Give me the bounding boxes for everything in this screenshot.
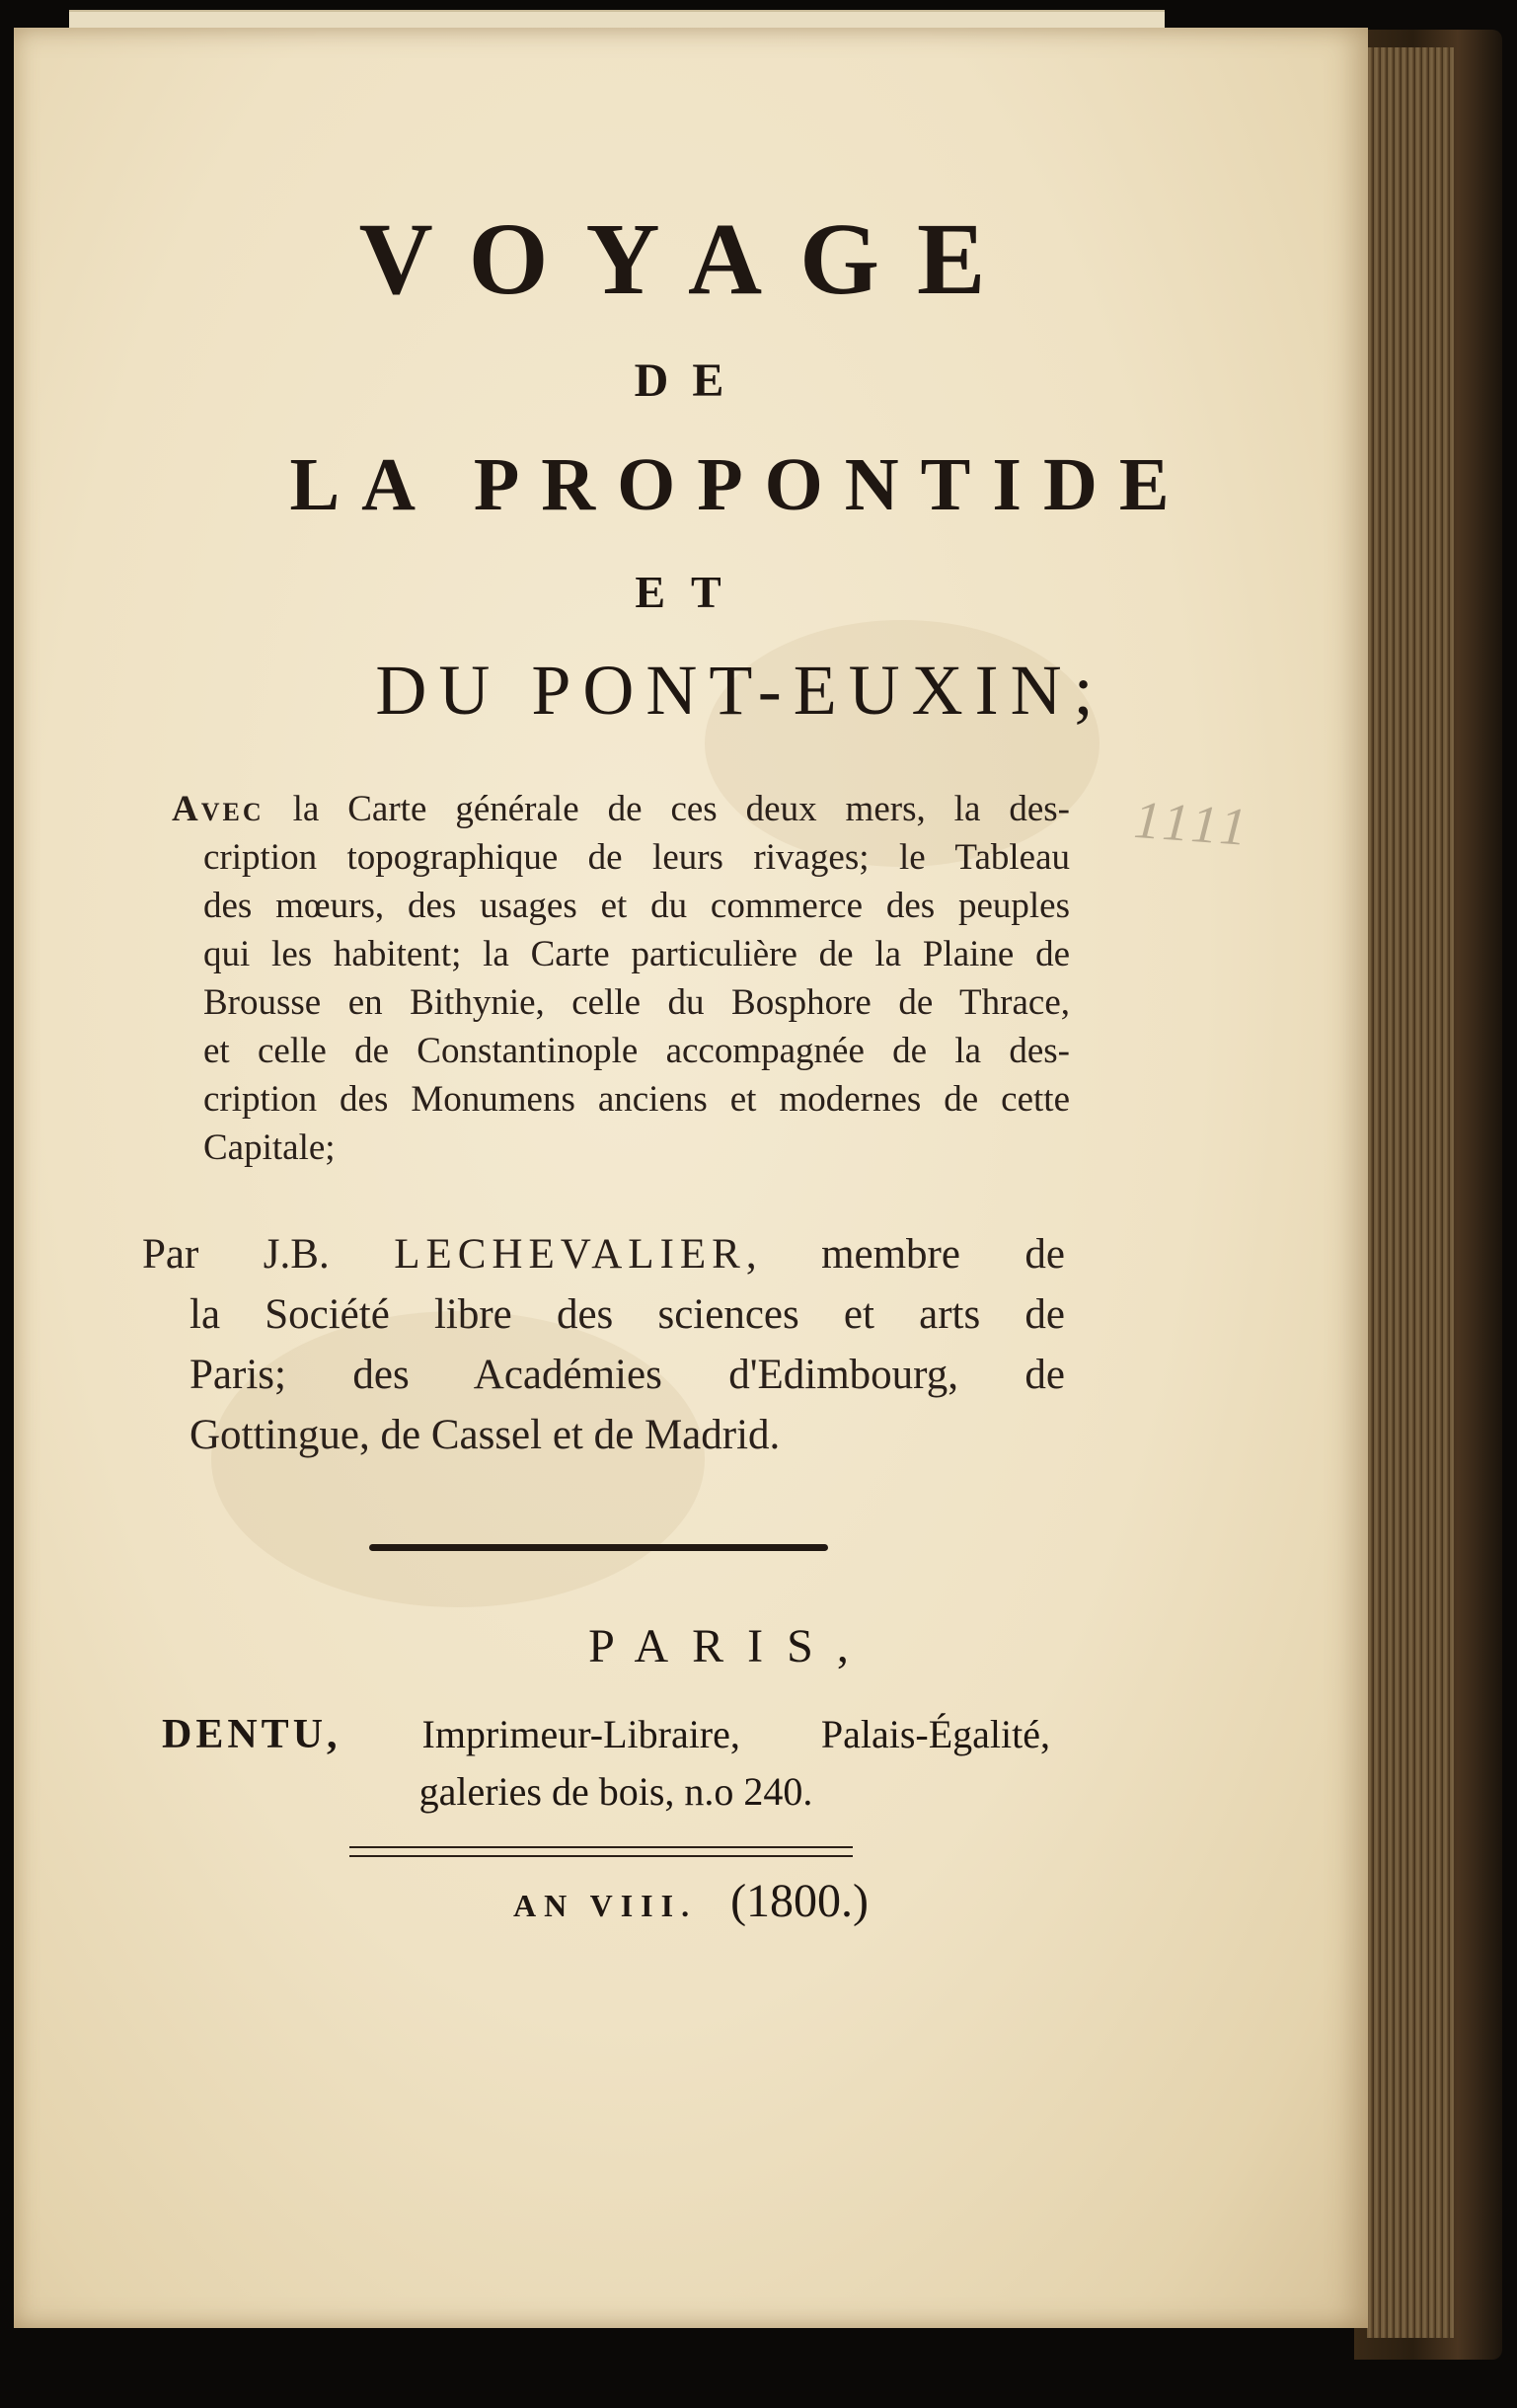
publisher-line-2: galeries de bois, n.o 240.	[418, 1769, 813, 1814]
publisher-address: Imprimeur-Libraire, Palais-Égalité,	[421, 1712, 1050, 1756]
imprint-date	[14, 1874, 1368, 1928]
description-line-7: cription des Monumens anciens et modernes de cette	[203, 1079, 1070, 1120]
title-page	[14, 28, 1368, 2328]
page-edges	[1367, 47, 1454, 2338]
author-line-1	[142, 1224, 1065, 1284]
title-voyage: VOYAGE	[358, 202, 1024, 316]
ornamental-rule	[369, 1544, 828, 1551]
title-de: DE	[634, 354, 748, 407]
description-line-4: qui les habitent; la Carte particulière de la Plaine de	[203, 934, 1070, 974]
title-du-pont-euxin: DU PONT-EUXIN;	[375, 651, 1105, 730]
imprint-city: PARIS,	[588, 1620, 872, 1672]
title-la-propontide: LA PROPONTIDE	[289, 443, 1191, 526]
margin-pencil-mark: 1111	[1132, 789, 1254, 858]
publisher-block	[162, 1706, 1050, 1821]
author-line-2: la Société libre des sciences et arts de	[190, 1291, 1065, 1338]
year-label: AN VIII.	[512, 1888, 698, 1923]
description-line-2: cription topographique de leurs rivages; le Tableau	[203, 837, 1070, 878]
year-value: (1800.)	[730, 1875, 870, 1927]
description-paragraph	[172, 785, 1070, 1172]
author-line-3: Paris; des Académies d'Edimbourg, de	[190, 1352, 1065, 1398]
publisher-line-1	[162, 1706, 1050, 1763]
description-line-5: Brousse en Bithynie, celle du Bosphore de Thrace,	[203, 982, 1070, 1023]
author-suffix: , membre de	[745, 1231, 1066, 1278]
author-paragraph	[142, 1224, 1065, 1465]
description-line-1-text: la Carte générale de ces deux mers, la des-	[264, 789, 1070, 829]
description-line-1	[172, 785, 1070, 833]
author-name: LECHEVALIER	[394, 1231, 746, 1278]
description-line-6: et celle de Constantinople accompagnée de la des-	[203, 1031, 1070, 1071]
description-lead: Avec	[172, 789, 265, 829]
publisher-name: DENTU,	[162, 1712, 341, 1757]
description-line-8: Capitale;	[203, 1127, 336, 1168]
title-et: ET	[635, 567, 747, 617]
double-rule	[349, 1846, 853, 1857]
description-line-3: des mœurs, des usages et du commerce des peuples	[203, 886, 1070, 926]
author-line-4: Gottingue, de Cassel et de Madrid.	[190, 1412, 781, 1458]
author-prefix: Par J.B.	[142, 1231, 330, 1278]
